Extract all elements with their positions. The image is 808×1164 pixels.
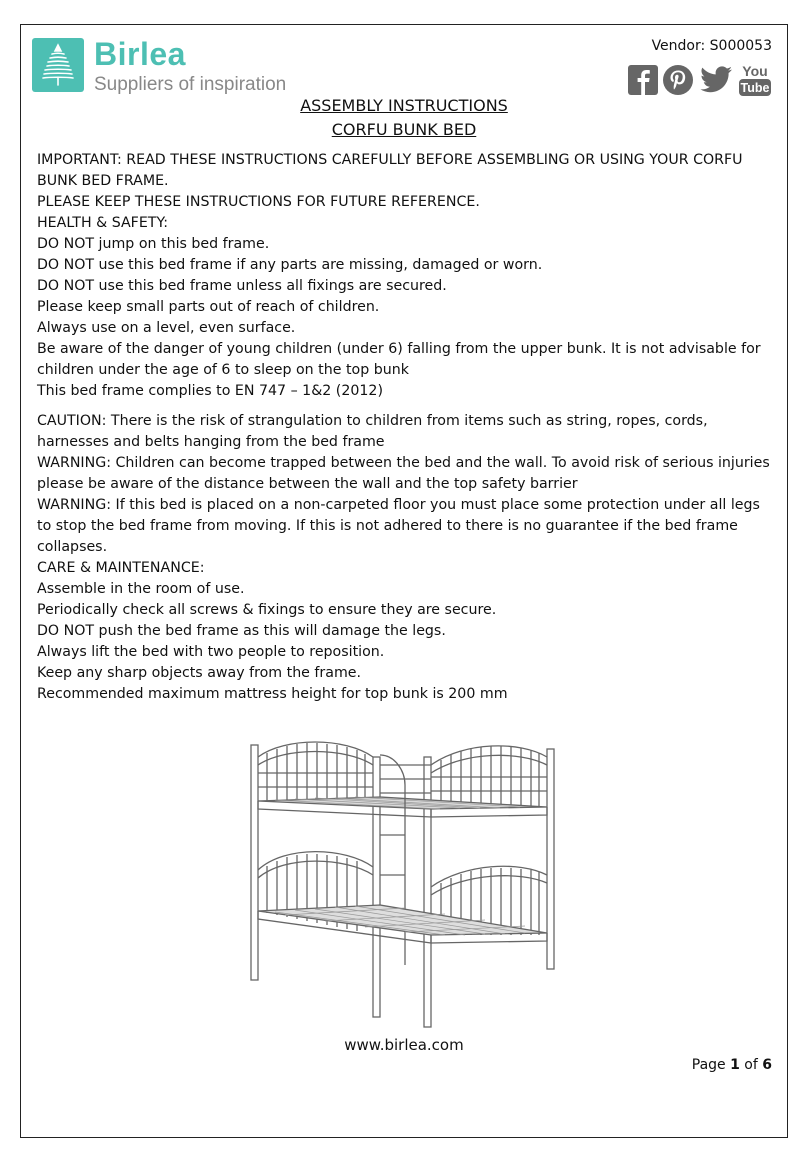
- important-notice: IMPORTANT: READ THESE INSTRUCTIONS CAREFULLY BEFORE ASSEMBLING OR USING YOUR CORFU BUNK BED FRAME.: [37, 152, 743, 189]
- list-item: Keep any sharp objects away from the frame.: [37, 665, 362, 681]
- list-item: DO NOT push the bed frame as this will damage the legs.: [37, 623, 446, 639]
- list-item: Assemble in the room of use.: [37, 581, 245, 597]
- list-item: Periodically check all screws & fixings to ensure they are secure.: [37, 602, 497, 618]
- page-prefix: Page: [691, 1057, 731, 1073]
- page-sep: of: [739, 1057, 763, 1073]
- twitter-icon[interactable]: [698, 64, 734, 96]
- list-item: Always lift the bed with two people to reposition.: [37, 644, 385, 660]
- caution-notice: CAUTION: There is the risk of strangulation to children from items such as string, ropes, cords, harnesses and belts hanging from the bed frame: [37, 413, 708, 450]
- youtube-tube-text: Tube: [740, 81, 770, 95]
- keep-notice: PLEASE KEEP THESE INSTRUCTIONS FOR FUTURE REFERENCE.: [37, 194, 480, 210]
- youtube-icon[interactable]: [738, 62, 772, 98]
- health-safety-section: [37, 213, 777, 402]
- warning-wall-notice: WARNING: Children can become trapped between the bed and the wall. To avoid risk of serious injuries please be aware of the distance between the wall and the top safety barrier: [37, 455, 770, 492]
- facebook-icon[interactable]: [628, 64, 658, 96]
- warning-floor-notice: WARNING: If this bed is placed on a non-carpeted floor you must place some protection under all legs to stop the bed frame from moving. If this is not adhered to there is no guarantee if the bed frame collapses.: [37, 497, 760, 555]
- list-item: Recommended maximum mattress height for top bunk is 200 mm: [37, 686, 508, 702]
- brand-name: Birlea: [94, 36, 186, 72]
- list-item: This bed frame complies to EN 747 – 1&2 (2012): [37, 383, 383, 399]
- pinterest-icon[interactable]: [662, 64, 694, 96]
- youtube-you-text: You: [742, 63, 768, 79]
- document-title: [0, 94, 808, 142]
- page-current: 1: [730, 1057, 740, 1073]
- care-maintenance-section: [37, 558, 777, 705]
- bunk-bed-illustration: [245, 735, 557, 1033]
- care-heading: CARE & MAINTENANCE:: [37, 560, 205, 576]
- list-item: Always use on a level, even surface.: [37, 320, 296, 336]
- tree-logo-icon: [32, 38, 84, 92]
- social-links: [628, 62, 772, 98]
- title-line-2: CORFU BUNK BED: [331, 120, 477, 139]
- page-number: [692, 1057, 772, 1073]
- brand-logo: [32, 38, 286, 96]
- title-line-1: ASSEMBLY INSTRUCTIONS: [300, 96, 508, 115]
- list-item: DO NOT use this bed frame unless all fixings are secured.: [37, 278, 447, 294]
- health-safety-heading: HEALTH & SAFETY:: [37, 215, 169, 231]
- list-item: Be aware of the danger of young children (under 6) falling from the upper bunk. It is not advisable for children under the age of 6 to sleep on the top bunk: [37, 341, 761, 378]
- list-item: DO NOT jump on this bed frame.: [37, 236, 270, 252]
- brand-tagline: Suppliers of inspiration: [94, 74, 287, 95]
- list-item: DO NOT use this bed frame if any parts are missing, damaged or worn.: [37, 257, 543, 273]
- list-item: Please keep small parts out of reach of children.: [37, 299, 380, 315]
- page-total: 6: [762, 1057, 772, 1073]
- website-link[interactable]: www.birlea.com: [344, 1036, 464, 1054]
- instructions-body: [37, 150, 777, 714]
- vendor-code: Vendor: S000053: [651, 38, 772, 54]
